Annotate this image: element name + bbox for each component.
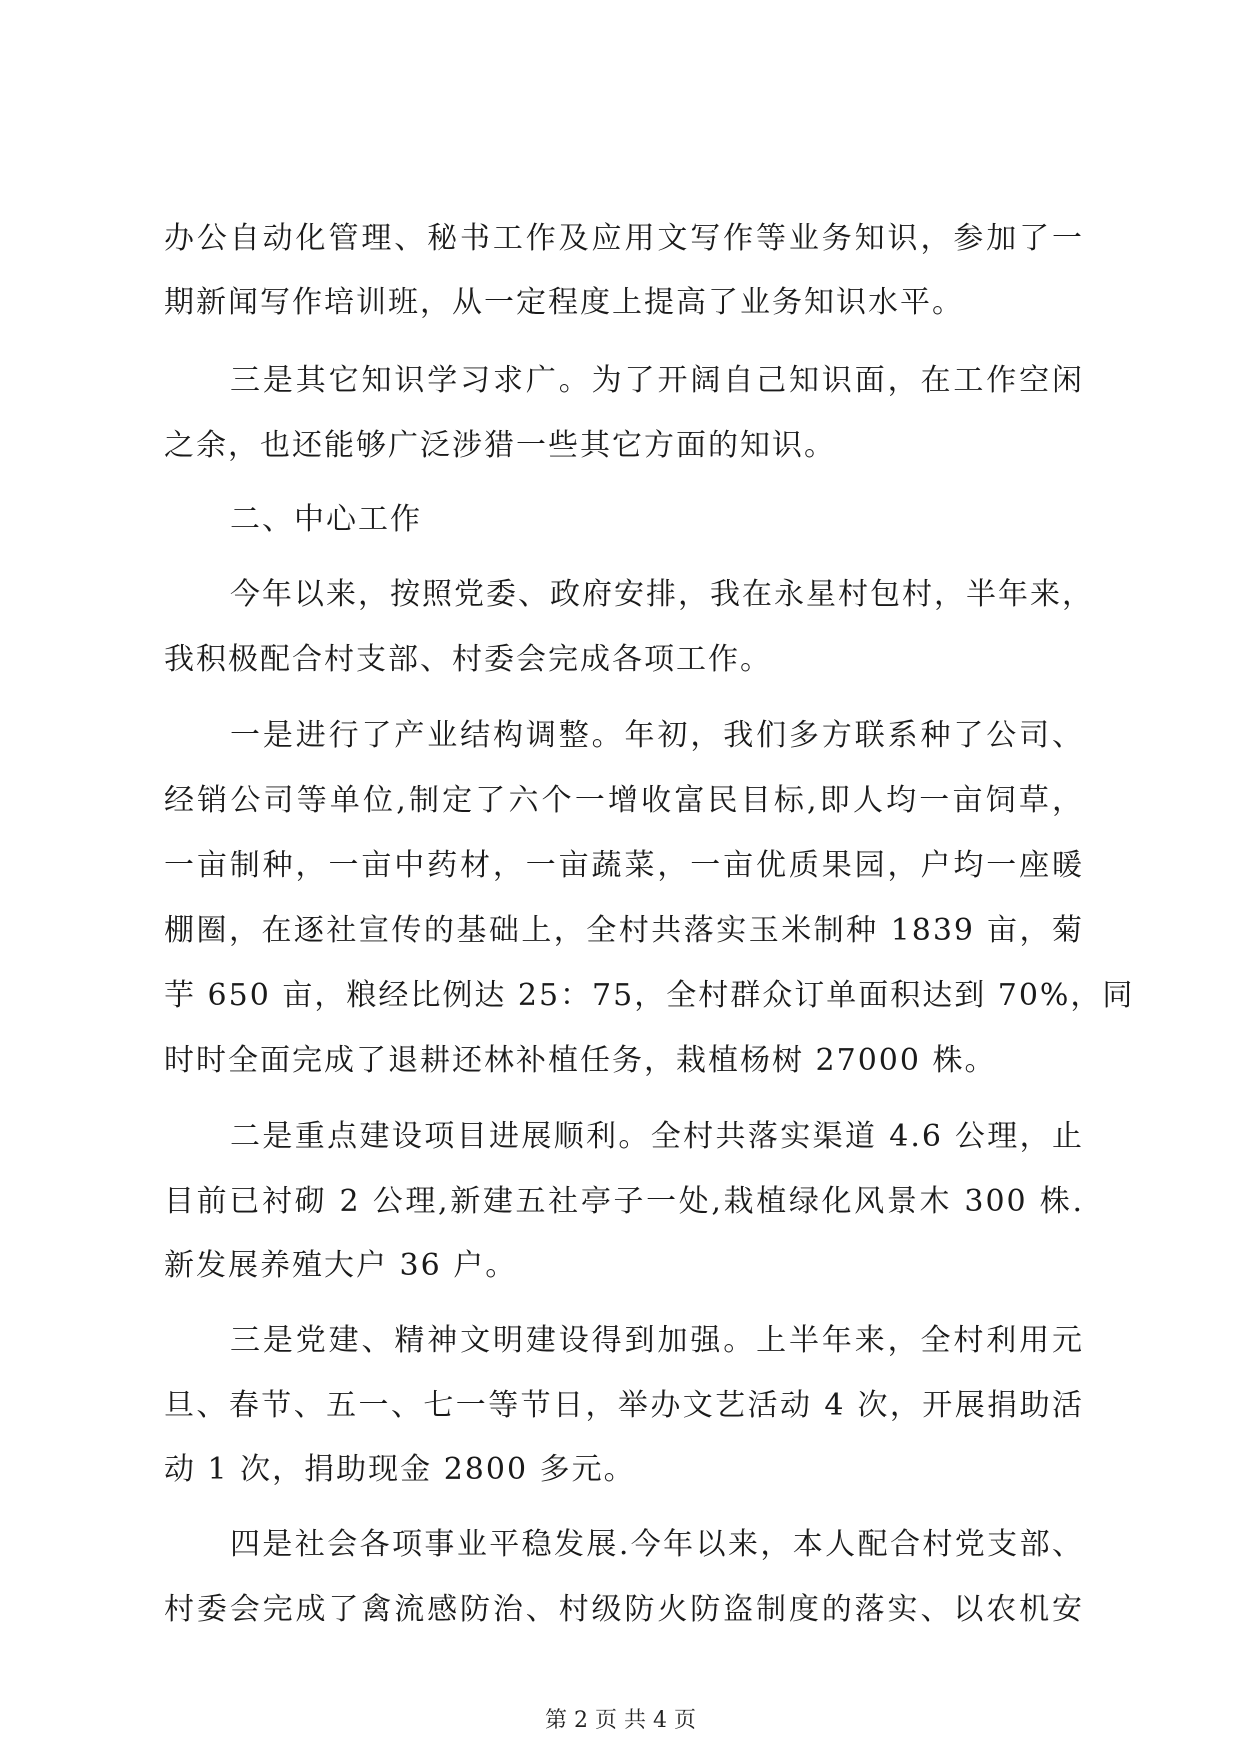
text-line: 四是社会各项事业平稳发展.今年以来，本人配合村党支部、 xyxy=(230,1527,1084,1562)
section-heading: 二、中心工作 xyxy=(230,502,422,537)
text-line: 经销公司等单位,制定了六个一增收富民目标,即人均一亩饲草， xyxy=(164,783,1084,818)
text-line: 我积极配合村支部、村委会完成各项工作。 xyxy=(164,642,772,677)
text-line: 一是进行了产业结构调整。年初，我们多方联系种了公司、 xyxy=(230,718,1084,753)
page-footer: 第 2 页 共 4 页 xyxy=(545,1708,696,1733)
text-line: 新发展养殖大户 36 户。 xyxy=(164,1248,518,1283)
text-line: 办公自动化管理、秘书工作及应用文写作等业务知识，参加了一 xyxy=(164,221,1084,256)
text-line: 旦、春节、五一、七一等节日，举办文艺活动 4 次，开展捐助活 xyxy=(164,1388,1084,1423)
text-line: 一亩制种，一亩中药材，一亩蔬菜，一亩优质果园，户均一座暖 xyxy=(164,848,1084,883)
text-line: 今年以来，按照党委、政府安排，我在永星村包村，半年来， xyxy=(230,577,1094,612)
text-line: 期新闻写作培训班，从一定程度上提高了业务知识水平。 xyxy=(164,285,964,320)
text-line: 之余，也还能够广泛涉猎一些其它方面的知识。 xyxy=(164,428,836,463)
text-line: 时时全面完成了退耕还林补植任务，栽植杨树 27000 株。 xyxy=(164,1043,997,1078)
text-line: 芋 650 亩，粮经比例达 25：75，全村群众订单面积达到 70%，同 xyxy=(164,978,1135,1013)
text-line: 三是其它知识学习求广。为了开阔自己知识面，在工作空闲 xyxy=(230,363,1084,398)
text-line: 三是党建、精神文明建设得到加强。上半年来，全村利用元 xyxy=(230,1323,1084,1358)
text-line: 村委会完成了禽流感防治、村级防火防盗制度的落实、以农机安 xyxy=(164,1592,1084,1627)
text-line: 二是重点建设项目进展顺利。全村共落实渠道 4.6 公理，止 xyxy=(230,1119,1084,1154)
text-line: 棚圈，在逐社宣传的基础上，全村共落实玉米制种 1839 亩，菊 xyxy=(164,913,1084,948)
text-line: 目前已衬砌 2 公理,新建五社亭子一处,栽植绿化风景木 300 株. xyxy=(164,1184,1084,1219)
text-line: 动 1 次，捐助现金 2800 多元。 xyxy=(164,1452,636,1487)
